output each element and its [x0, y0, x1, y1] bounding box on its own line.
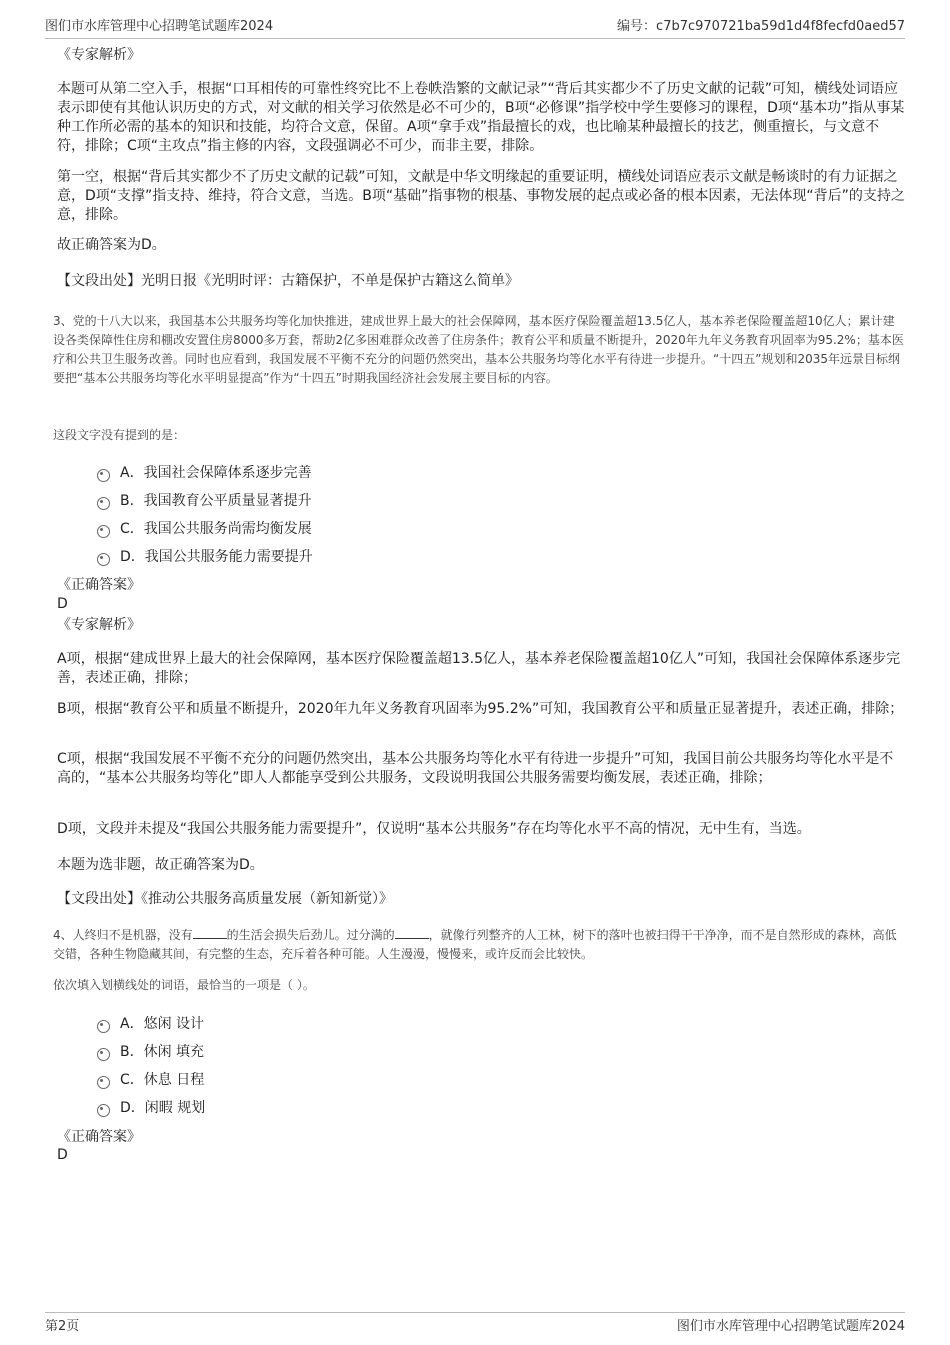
radio-icon[interactable] [97, 553, 110, 566]
option-label: D．我国公共服务能力需要提升 [120, 549, 313, 565]
option-label: A．悠闲 设计 [120, 1016, 205, 1032]
q3-options [97, 458, 313, 570]
page-number: 第2页 [45, 1319, 80, 1334]
q3-source: 【文段出处】《推动公共服务高质量发展（新知新觉）》 [57, 891, 393, 907]
radio-icon[interactable] [97, 525, 110, 538]
q3-analysis-a: A项，根据“建成世界上最大的社会保障网，基本医疗保险覆盖超13.5亿人，基本养老保险覆盖超10亿人”可知，我国社会保障体系逐步完善，表述正确，排除； [57, 651, 901, 686]
q3-conclusion: 本题为选非题，故正确答案为D。 [57, 857, 264, 873]
q3-analysis-c: C项，根据“我国发展不平衡不充分的问题仍然突出，基本公共服务均等化水平有待进一步提升”可知，我国目前公共服务均等化水平是不高的，“基本公共服务均等化”即人人都能享受到公共服务，文段说明我国公共服务需要均衡发展，表述正确，排除； [57, 751, 894, 786]
q4-answer-label: 《正确答案》 [57, 1129, 141, 1145]
option-label: B．休闲 填充 [120, 1044, 205, 1060]
q3-option-b[interactable] [97, 486, 313, 514]
q2-analysis-3: 故正确答案为D。 [57, 237, 166, 253]
q3-option-a[interactable] [97, 458, 313, 486]
header-doc-id: 编号：c7b7c970721ba59d1d4f8fecfd0aed57 [617, 19, 905, 34]
q3-option-d[interactable] [97, 542, 313, 570]
q4-answer: D [57, 1147, 68, 1163]
q4-passage: 4、人终归不是机器，没有 的生活会损失后劲儿。过分满的 ，就像行列整齐的人工林，树下的落叶也被扫得干干净净，而不是自然形成的森林，高低交错，各种生物隐藏其间，有完整的生态，充斥着各种可能。人生漫漫，慢慢来，或许反而会比较快。 [53, 928, 897, 961]
q3-expert-label: 《专家解析》 [57, 617, 141, 633]
q4-option-d[interactable] [97, 1093, 205, 1121]
radio-icon[interactable] [97, 469, 110, 482]
radio-icon[interactable] [97, 1076, 110, 1089]
q4-option-a[interactable] [97, 1009, 205, 1037]
radio-icon[interactable] [97, 1104, 110, 1117]
q4-option-b[interactable] [97, 1037, 205, 1065]
q2-analysis-2: 第一空，根据“背后其实都少不了历史文献的记载”可知，文献是中华文明缘起的重要证明，横线处词语应表示文献是畅谈时的有力证据之意，D项“支撑”指支持、维持，符合文意，当选。B项“基础”指事物的根基、事物发展的起点或必备的根本因素，无法体现“背后”的支持之意，排除。 [57, 169, 905, 223]
q3-option-c[interactable] [97, 514, 313, 542]
q3-analysis-d: D项，文段并未提及“我国公共服务能力需要提升”，仅说明“基本公共服务”存在均等化水平不高的情况，无中生有，当选。 [57, 821, 811, 837]
q3-answer-label: 《正确答案》 [57, 577, 141, 593]
option-label: B．我国教育公平质量显著提升 [120, 493, 312, 509]
header-title: 图们市水库管理中心招聘笔试题库2024 [45, 19, 274, 34]
q4-options [97, 1009, 205, 1121]
fill-blank-2[interactable] [395, 926, 429, 939]
q3-question: 这段文字没有提到的是： [53, 428, 186, 442]
radio-icon[interactable] [97, 1048, 110, 1061]
option-label: C．我国公共服务尚需均衡发展 [120, 521, 312, 537]
q2-analysis-1: 本题可从第二空入手，根据“口耳相传的可靠性终究比不上卷帙浩繁的文献记录”“背后其实都少不了历史文献的记载”可知，横线处词语应表示即使有其他认识历史的方式，对文献的相关学习依然是必不可少的，B项“必修课”指学校中学生要修习的课程，D项“基本功”指从事某种工作所必需的基本的知识和技能，均符合文意，保留。A项“拿手戏”指最擅长的戏，也比喻某种最擅长的技艺，侧重擅长，与文意不符，排除；C项“主攻点”指主修的内容，文段强调必不可少，而非主要，排除。 [57, 81, 905, 154]
q3-analysis-b: B项，根据“教育公平和质量不断提升，2020年九年义务教育巩固率为95.2%”可知，我国教育公平和质量正显著提升，表述正确，排除； [57, 701, 904, 717]
q4-question: 依次填入划横线处的词语，最恰当的一项是（ ）。 [53, 978, 315, 992]
q4-option-c[interactable] [97, 1065, 205, 1093]
radio-icon[interactable] [97, 1020, 110, 1033]
radio-icon[interactable] [97, 497, 110, 510]
page-footer [45, 1312, 905, 1335]
footer-title: 图们市水库管理中心招聘笔试题库2024 [676, 1319, 905, 1334]
q3-answer: D [57, 596, 68, 612]
option-label: A．我国社会保障体系逐步完善 [120, 465, 312, 481]
page-header [45, 12, 905, 39]
option-label: D．闲暇 规划 [120, 1100, 206, 1116]
q2-expert-label: 《专家解析》 [57, 47, 141, 63]
q3-passage: 3、党的十八大以来，我国基本公共服务均等化加快推进，建成世界上最大的社会保障网，基本医疗保险覆盖超13.5亿人，基本养老保险覆盖超10亿人；累计建设各类保障性住房和棚改安置住房8000多万套，帮助2亿多困难群众改善了住房条件；教育公平和质量不断提升，2020年九年义务教育巩固率为95.2%；基本医疗和公共卫生服务改善。同时也应看到，我国发展不平衡不充分的问题仍然突出，基本公共服务均等化水平有待进一步提升。“十四五”规划和2035年远景目标纲要把“基本公共服务均等化水平明显提高”作为“十四五”时期我国经济社会发展主要目标的内容。 [53, 314, 904, 385]
option-label: C．休息 日程 [120, 1072, 205, 1088]
q2-source: 【文段出处】光明日报《光明时评：古籍保护，不单是保护古籍这么简单》 [57, 273, 519, 289]
fill-blank-1[interactable] [193, 926, 227, 939]
